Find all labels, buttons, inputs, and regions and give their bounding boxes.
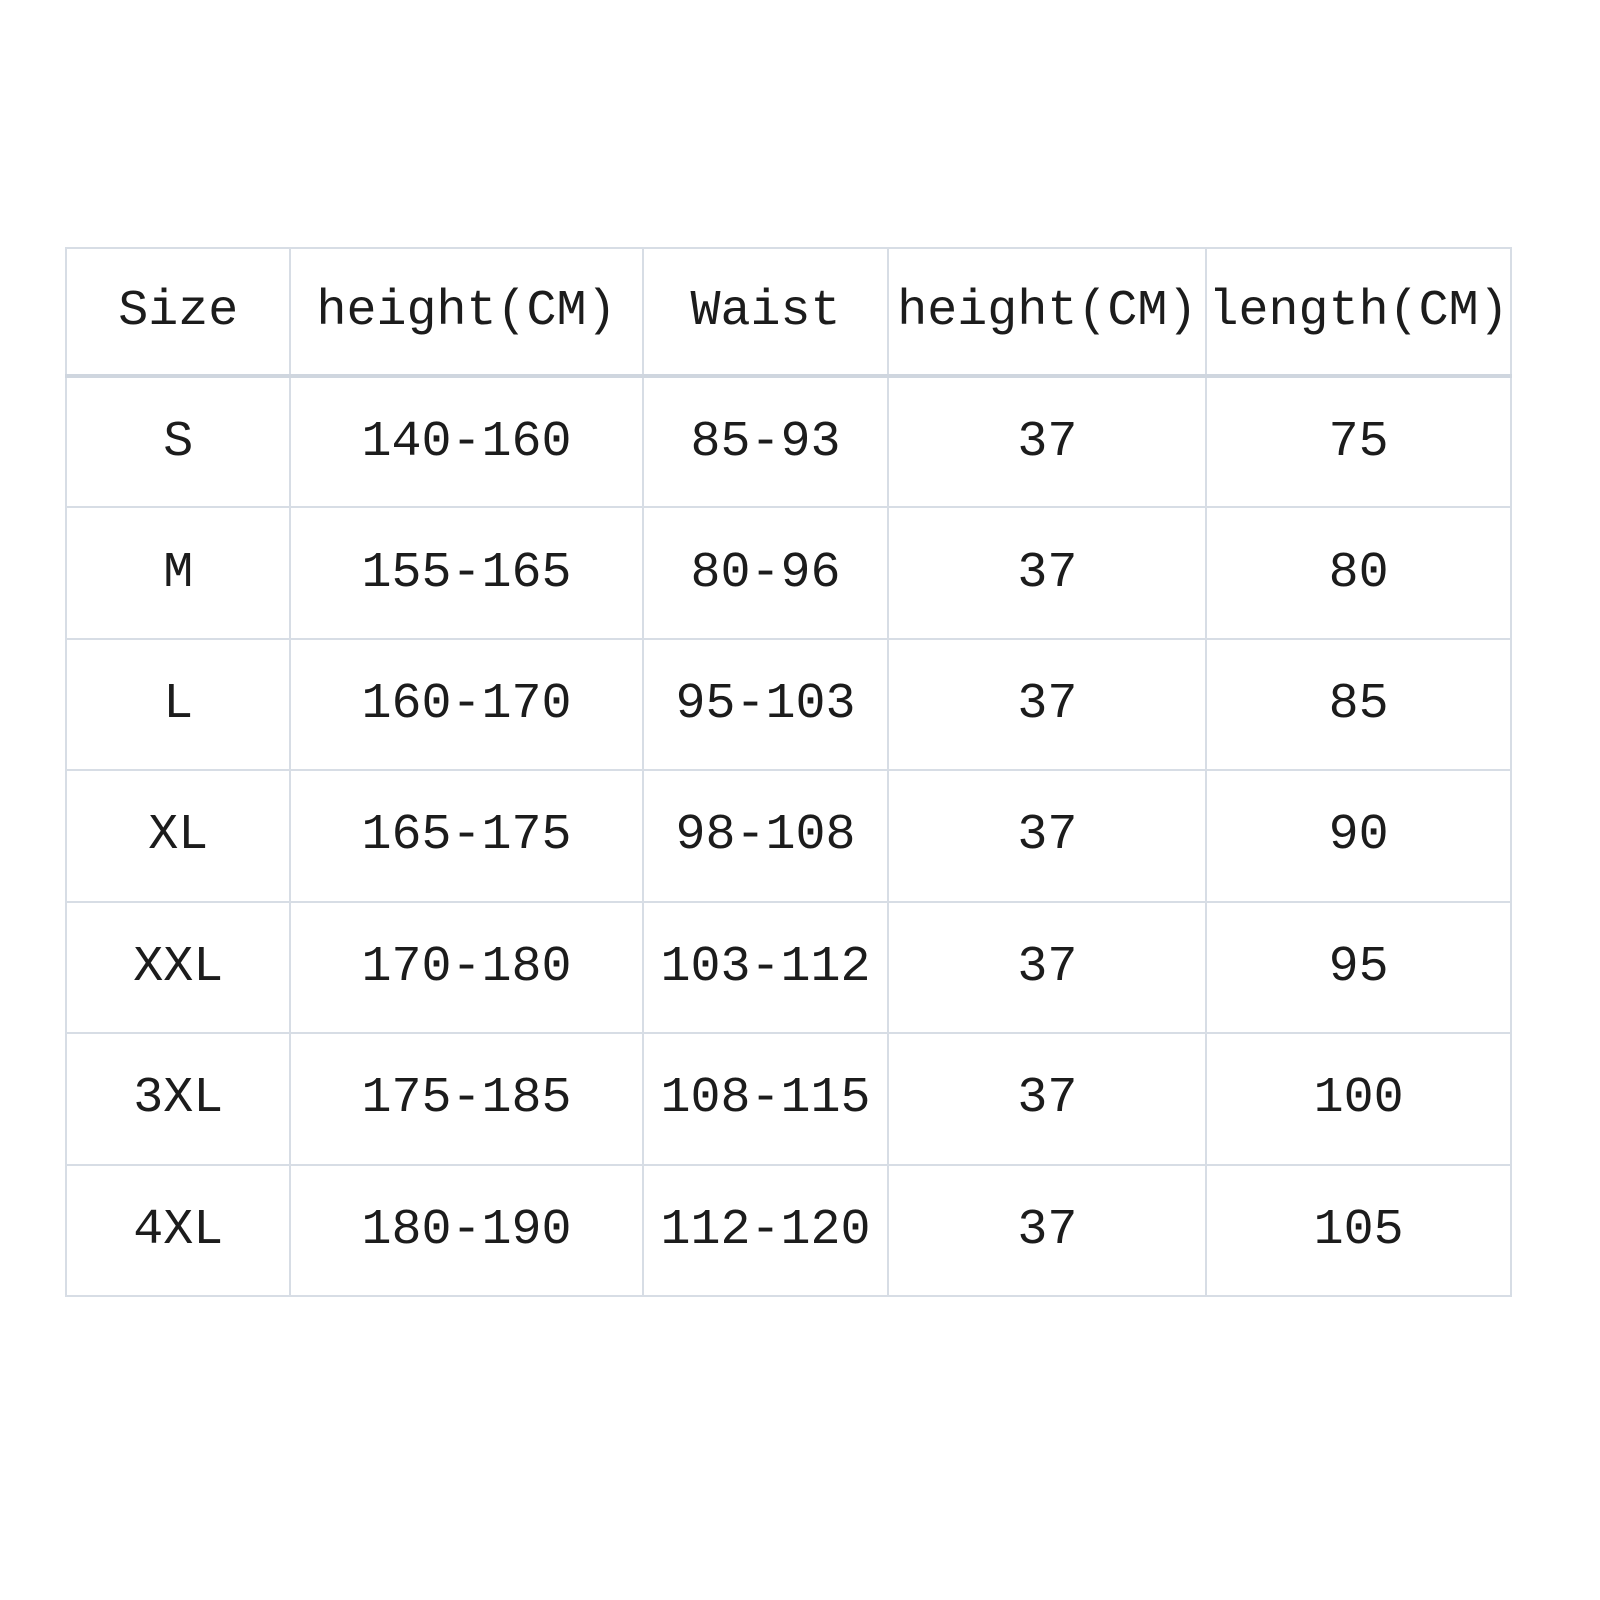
column-header-height-cm-1: height(CM) bbox=[290, 248, 642, 376]
column-header-height-cm-3: height(CM) bbox=[888, 248, 1206, 376]
table-cell: 37 bbox=[888, 902, 1206, 1033]
table-cell: 37 bbox=[888, 1033, 1206, 1164]
table-cell: 140-160 bbox=[290, 376, 642, 507]
table-row-m bbox=[66, 507, 1511, 638]
table-cell: 85 bbox=[1206, 639, 1511, 770]
size-label-cell: M bbox=[66, 507, 290, 638]
table-cell: 95 bbox=[1206, 902, 1511, 1033]
size-chart-table bbox=[65, 247, 1512, 1297]
table-row-xl bbox=[66, 770, 1511, 901]
column-header-waist-2: Waist bbox=[643, 248, 889, 376]
size-label-cell: S bbox=[66, 376, 290, 507]
table-cell: 165-175 bbox=[290, 770, 642, 901]
table-cell: 37 bbox=[888, 639, 1206, 770]
table-cell: 105 bbox=[1206, 1165, 1511, 1296]
table-cell: 37 bbox=[888, 376, 1206, 507]
table-cell: 180-190 bbox=[290, 1165, 642, 1296]
table-row-xxl bbox=[66, 902, 1511, 1033]
size-label-cell: 4XL bbox=[66, 1165, 290, 1296]
table-header bbox=[66, 248, 1511, 376]
table-cell: 90 bbox=[1206, 770, 1511, 901]
table-body bbox=[66, 376, 1511, 1296]
size-label-cell: L bbox=[66, 639, 290, 770]
size-label-cell: XL bbox=[66, 770, 290, 901]
size-label-cell: 3XL bbox=[66, 1033, 290, 1164]
table-cell: 37 bbox=[888, 770, 1206, 901]
size-label-cell: XXL bbox=[66, 902, 290, 1033]
table-cell: 160-170 bbox=[290, 639, 642, 770]
table-row-3xl bbox=[66, 1033, 1511, 1164]
table-row-s bbox=[66, 376, 1511, 507]
table-cell: 98-108 bbox=[643, 770, 889, 901]
table-cell: 108-115 bbox=[643, 1033, 889, 1164]
table-cell: 85-93 bbox=[643, 376, 889, 507]
table-cell: 155-165 bbox=[290, 507, 642, 638]
table-cell: 175-185 bbox=[290, 1033, 642, 1164]
table-cell: 95-103 bbox=[643, 639, 889, 770]
table-cell: 100 bbox=[1206, 1033, 1511, 1164]
table-cell: 112-120 bbox=[643, 1165, 889, 1296]
table-row-4xl bbox=[66, 1165, 1511, 1296]
table-cell: 103-112 bbox=[643, 902, 889, 1033]
table-cell: 170-180 bbox=[290, 902, 642, 1033]
column-header-length-cm-4: length(CM) bbox=[1206, 248, 1511, 376]
table-cell: 80 bbox=[1206, 507, 1511, 638]
column-header-size-0: Size bbox=[66, 248, 290, 376]
table-header-row bbox=[66, 248, 1511, 376]
table-cell: 37 bbox=[888, 1165, 1206, 1296]
table-cell: 37 bbox=[888, 507, 1206, 638]
table-cell: 80-96 bbox=[643, 507, 889, 638]
table-cell: 75 bbox=[1206, 376, 1511, 507]
table-row-l bbox=[66, 639, 1511, 770]
